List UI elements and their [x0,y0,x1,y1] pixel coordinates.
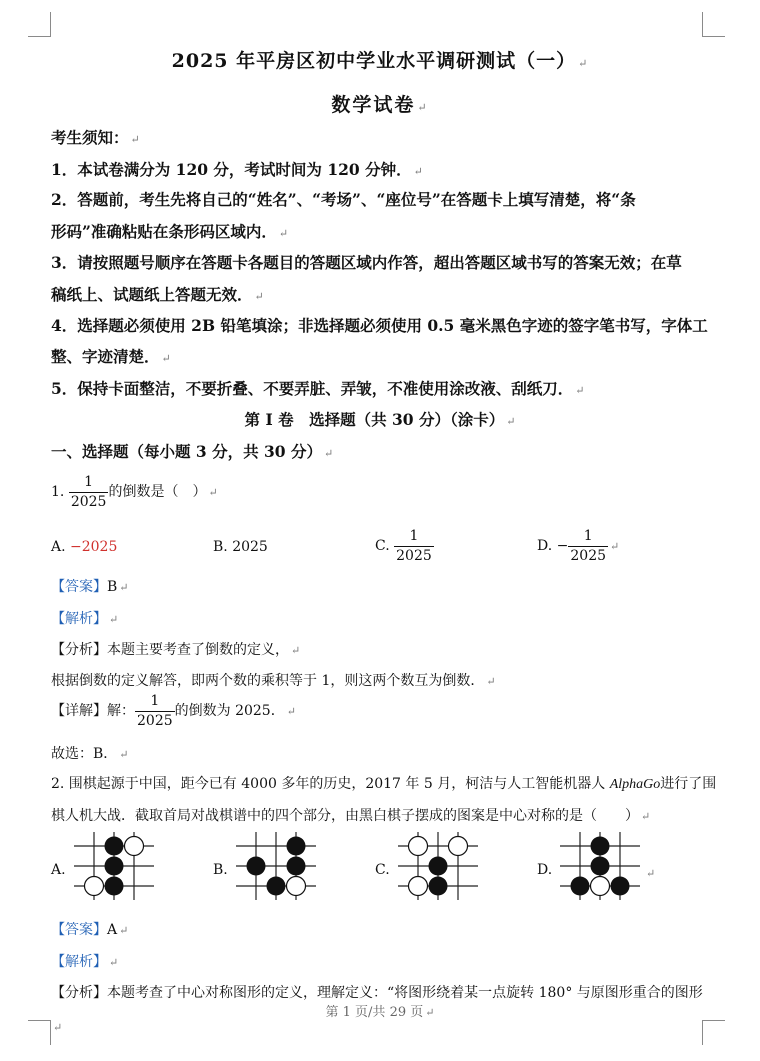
notice-item-1: 1．本试卷满分为 120 分，考试时间为 120 分钟． ↵ [51,160,423,179]
q1-analysis: 【解析】 ↵ [51,611,119,627]
q1-detail: 【详解】解： $\frac{1}{2025}$ 的倒数为 2025． ↵ [51,693,296,729]
q2-option-a-label: A. [51,862,66,878]
q1-option-a: A. −2025 [51,539,118,555]
q1-fenxi: 【分析】本题主要考查了倒数的定义， ↵ [51,642,301,658]
q2-option-d-label: D. [537,862,553,878]
q1-option-d: D. − $\frac{1}{2025}$ ↵ [537,528,620,564]
q1-option-b: B. 2025 [213,539,268,555]
black-stone [105,857,124,876]
black-stone [429,877,448,896]
white-stone [85,877,104,896]
notice-heading: 考生须知： ↵ [51,128,140,147]
q1-fraction: $\frac{1}{2025}$ [70,474,107,510]
black-stone [429,857,448,876]
go-board-a [72,830,156,902]
crop-mark-bottom-right [702,1020,725,1045]
q1-option-c: C. $\frac{1}{2025}$ [375,528,432,564]
q1-conclusion: 故选：B． ↵ [51,746,129,762]
q2-answer: 【答案】A ↵ [51,922,129,938]
black-stone [287,857,306,876]
black-stone [105,877,124,896]
q2-option-c-label: C. [375,862,390,878]
white-stone [125,837,144,856]
crop-mark-top-left [28,12,51,37]
white-stone [287,877,306,896]
q2-stem-line2: 棋人机大战．截取首局对战棋谱中的四个部分，由黑白棋子摆成的图案是中心对称的是（ ） ↵ [51,808,651,824]
notice-item-4: 4．选择题必须使用 2B 铅笔填涂；非选择题必须使用 0.5 毫米黑色字迹的签字笔书写，字体工 [51,316,708,335]
notice-item-3-cont: 稿纸上、试题纸上答题无效． ↵ [51,285,264,304]
black-stone [591,857,610,876]
go-board-b [234,830,318,902]
pilcrow-mark: ↵ [53,1021,63,1034]
exam-subtitle: 数学试卷 ↵ [331,94,429,116]
crop-mark-bottom-left [28,1020,51,1045]
q1-answer: 【答案】B ↵ [51,579,129,595]
crop-mark-top-right [702,12,725,37]
q1-stem: 1. $\frac{1}{2025}$ 的倒数是（ ） ↵ [51,474,218,510]
q1-reasoning: 根据倒数的定义解答，即两个数的乘积等于 1，则这两个数互为倒数． ↵ [51,673,496,689]
black-stone [267,877,286,896]
notice-item-5: 5．保持卡面整洁，不要折叠、不要弄脏、弄皱，不准使用涂改液、刮纸刀． ↵ [51,379,585,398]
black-stone [247,857,266,876]
section-heading: 一、选择题（每小题 3 分，共 30 分） ↵ [51,442,334,461]
white-stone [591,877,610,896]
exam-title: 2025 年平房区初中学业水平调研测试（一） ↵ [171,50,589,72]
part1-heading: 第 I 卷 选择题（共 30 分）（涂卡） ↵ [244,410,516,429]
black-stone [287,837,306,856]
page-footer: 第 1 页/共 29 页 ↵ [325,1005,435,1020]
q2-stem-line1: 2. 围棋起源于中国，距今已有 4000 多年的历史，2017 年 5 月，柯洁与人工智能机器人 AlphaGo进行了围 [51,776,717,792]
q2-option-b-label: B. [213,862,228,878]
q2-analysis: 【解析】 ↵ [51,954,119,970]
black-stone [105,837,124,856]
notice-item-2: 2．答题前，考生先将自己的“姓名”、“考场”、“座位号”在答题卡上填写清楚，将“条 [51,190,636,209]
notice-item-3: 3．请按照题号顺序在答题卡各题目的答题区域内作答，超出答题区域书写的答案无效；在草 [51,253,682,272]
go-board-c [396,830,480,902]
white-stone [449,837,468,856]
white-stone [409,837,428,856]
notice-item-2-cont: 形码”准确粘贴在条形码区域内． ↵ [51,222,289,241]
black-stone [571,877,590,896]
pilcrow-mark: ↵ [646,867,656,880]
black-stone [591,837,610,856]
notice-item-4-cont: 整、字迹清楚． ↵ [51,347,171,366]
go-board-d [558,830,642,902]
q2-fenxi: 【分析】本题考查了中心对称图形的定义，理解定义：“将图形绕着某一点旋转 180° 与原图形重合的图形 [51,985,703,1001]
black-stone [611,877,630,896]
white-stone [409,877,428,896]
